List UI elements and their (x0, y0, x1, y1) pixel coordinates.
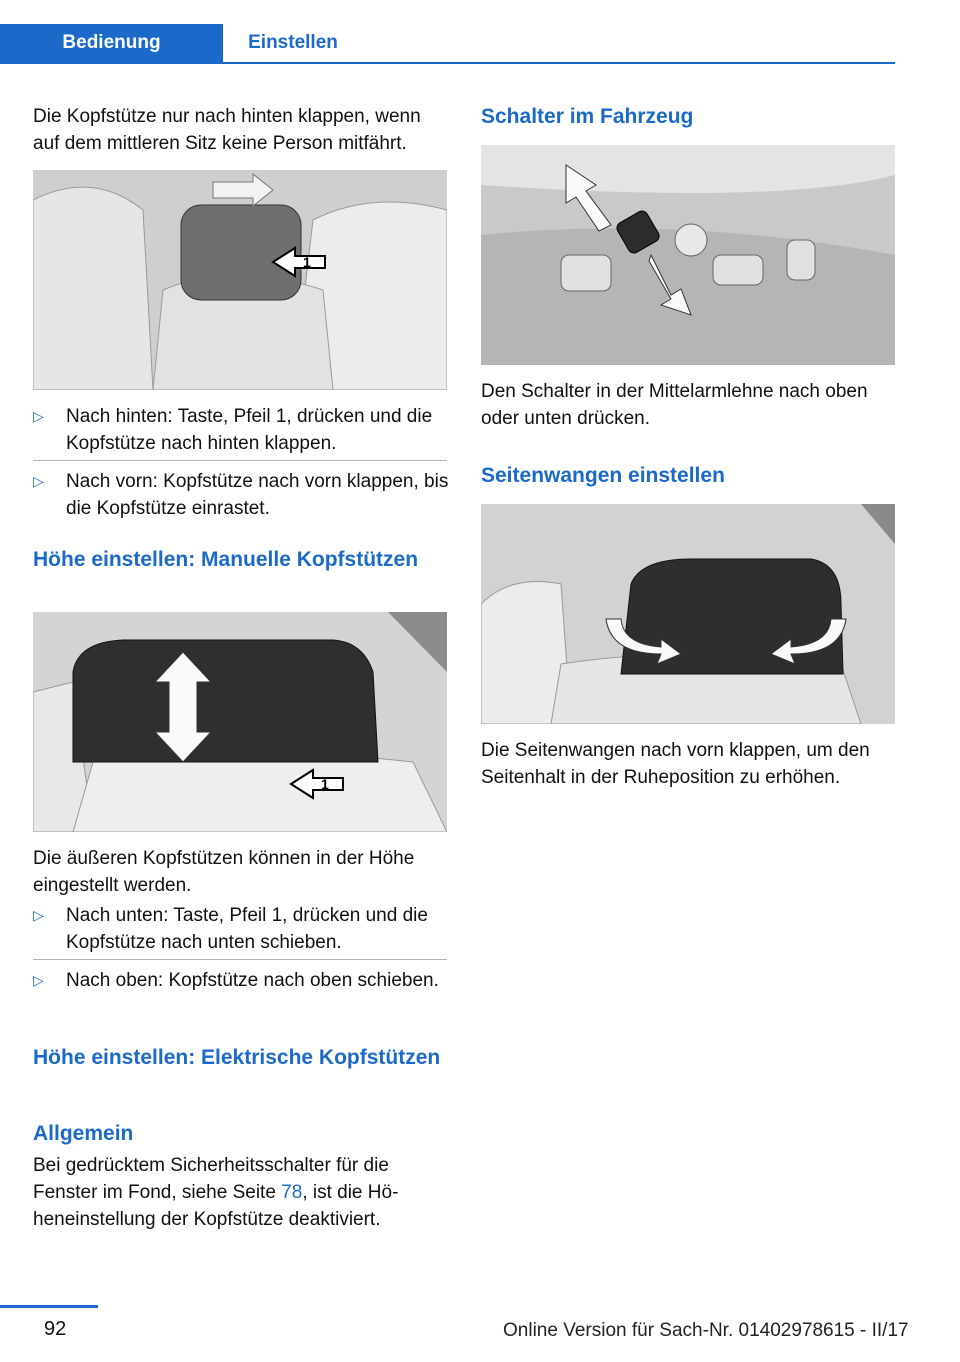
figure-label-1: 1 (321, 776, 329, 792)
side-text: Die Seitenwangen nach vorn klappen, um den Seitenhalt in der Ruheposition zu erhöhen. (481, 740, 870, 788)
manual-text: Die äußeren Kopfstützen können in der Höhe eingestellt werden. (33, 848, 415, 896)
bullet-triangle-icon: ▷ (33, 473, 44, 489)
switch-text: Den Schalter in der Mittelarmlehne nach oben oder unten drücken. (481, 381, 868, 429)
subheading-general: Allgemein (33, 1122, 134, 1145)
page-number: 92 (44, 1318, 67, 1340)
intro-text: Die Kopfstütze nur nach hinten klappen, wenn auf dem mittleren Sitz keine Person mitfährt. (33, 106, 421, 154)
divider (33, 959, 447, 960)
bullet-triangle-icon: ▷ (33, 972, 44, 988)
header-tabs (0, 24, 895, 64)
online-version-text: Online Version für Sach-Nr. 01402978615 - II/17 (503, 1320, 909, 1341)
figure-label-1: 1 (303, 254, 311, 270)
bullet-triangle-icon: ▷ (33, 907, 44, 923)
footer-divider (0, 1305, 98, 1308)
figure-switch (481, 145, 895, 365)
divider (33, 460, 447, 461)
list-item: ▷ Nach unten: Taste, Pfeil 1, drücken und die Kopfstütze nach unten schieben. (33, 902, 451, 956)
figure-headrest-manual (33, 612, 447, 832)
heading-electric: Höhe einstellen: Elektrische Kopfstützen (33, 1046, 441, 1069)
general-text: Bei gedrücktem Sicherheitsschalter für die Fenster im Fond, siehe Seite 78, ist die Höheneinstellung der Kopfstütze deaktiviert. (33, 1155, 399, 1230)
figure-headrest-fold (33, 170, 447, 390)
tab-einstellen[interactable]: Einstellen (248, 32, 338, 53)
heading-side: Seitenwangen einstellen (481, 464, 725, 487)
bullet-triangle-icon: ▷ (33, 408, 44, 424)
figure-side-wings (481, 504, 895, 724)
page-link[interactable]: 78 (281, 1182, 303, 1203)
list-item: ▷ Nach vorn: Kopfstütze nach vorn klappen, bis die Kopfstütze einrastet. (33, 468, 451, 522)
tab-bedienung[interactable]: Bedienung (0, 24, 223, 62)
list-item: ▷ Nach hinten: Taste, Pfeil 1, drücken und die Kopfstütze nach hinten klappen. (33, 403, 451, 457)
heading-switch: Schalter im Fahrzeug (481, 105, 694, 128)
heading-manual: Höhe einstellen: Manuelle Kopfstützen (33, 548, 419, 571)
list-item: ▷ Nach oben: Kopfstütze nach oben schieben. (33, 967, 451, 1021)
